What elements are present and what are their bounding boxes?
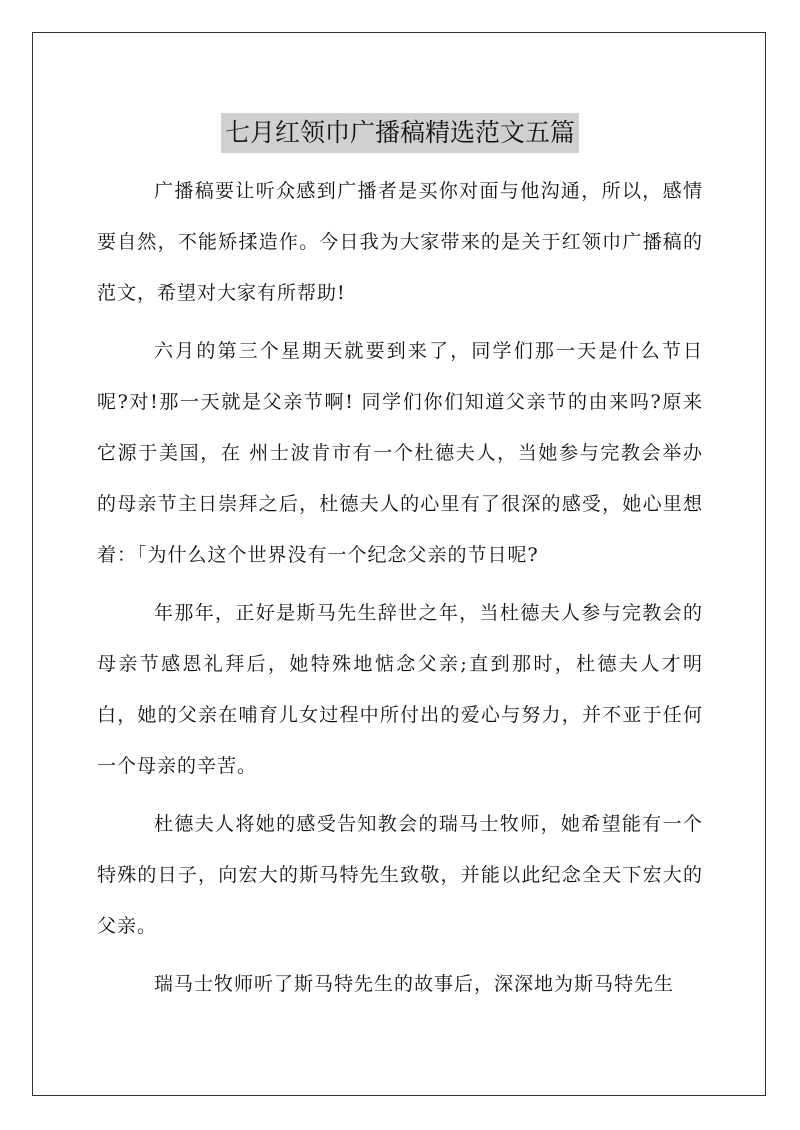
document-body xyxy=(97,166,703,1017)
paragraph-pastor: 杜德夫人将她的感受告知教会的瑞马士牧师，她希望能有一个特殊的日子，向宏大的斯马特先生致敬，并能以此纪念全天下宏大的父亲。 xyxy=(97,813,703,937)
paragraph-fathers-day: 六月的第三个星期天就要到来了，同学们那一天是什么节日呢?对!那一天就是父亲节啊! 同学们你们知道父亲节的由来吗?原来它源于美国，在 州士波肯市有一个杜德夫人，当她参与完教会举办的母亲节主日崇拜之后，杜德夫人的心里有了很深的感受，她心里想着：「为什么这个世界没有一个纪念父亲的节日呢? xyxy=(97,340,703,566)
title-container xyxy=(0,96,800,170)
paragraph-year: 年那年，正好是斯马先生辞世之年，当杜德夫人参与完教会的母亲节感恩礼拜后，她特殊地惦念父亲;直到那时，杜德夫人才明白，她的父亲在哺育儿女过程中所付出的爱心与努力，并不亚于任何一个母亲的辛苦。 xyxy=(97,602,703,777)
paragraph-story: 瑞马士牧师听了斯马特先生的故事后，深深地为斯马特先生 xyxy=(154,973,675,995)
document-title: 七月红领巾广播稿精选范文五篇 xyxy=(221,113,579,153)
paragraph-intro: 广播稿要让听众感到广播者是买你对面与他沟通，所以，感情要自然，不能矫揉造作。今日我为大家带来的是关于红领巾广播稿的范文，希望对大家有所帮助! xyxy=(97,180,703,304)
